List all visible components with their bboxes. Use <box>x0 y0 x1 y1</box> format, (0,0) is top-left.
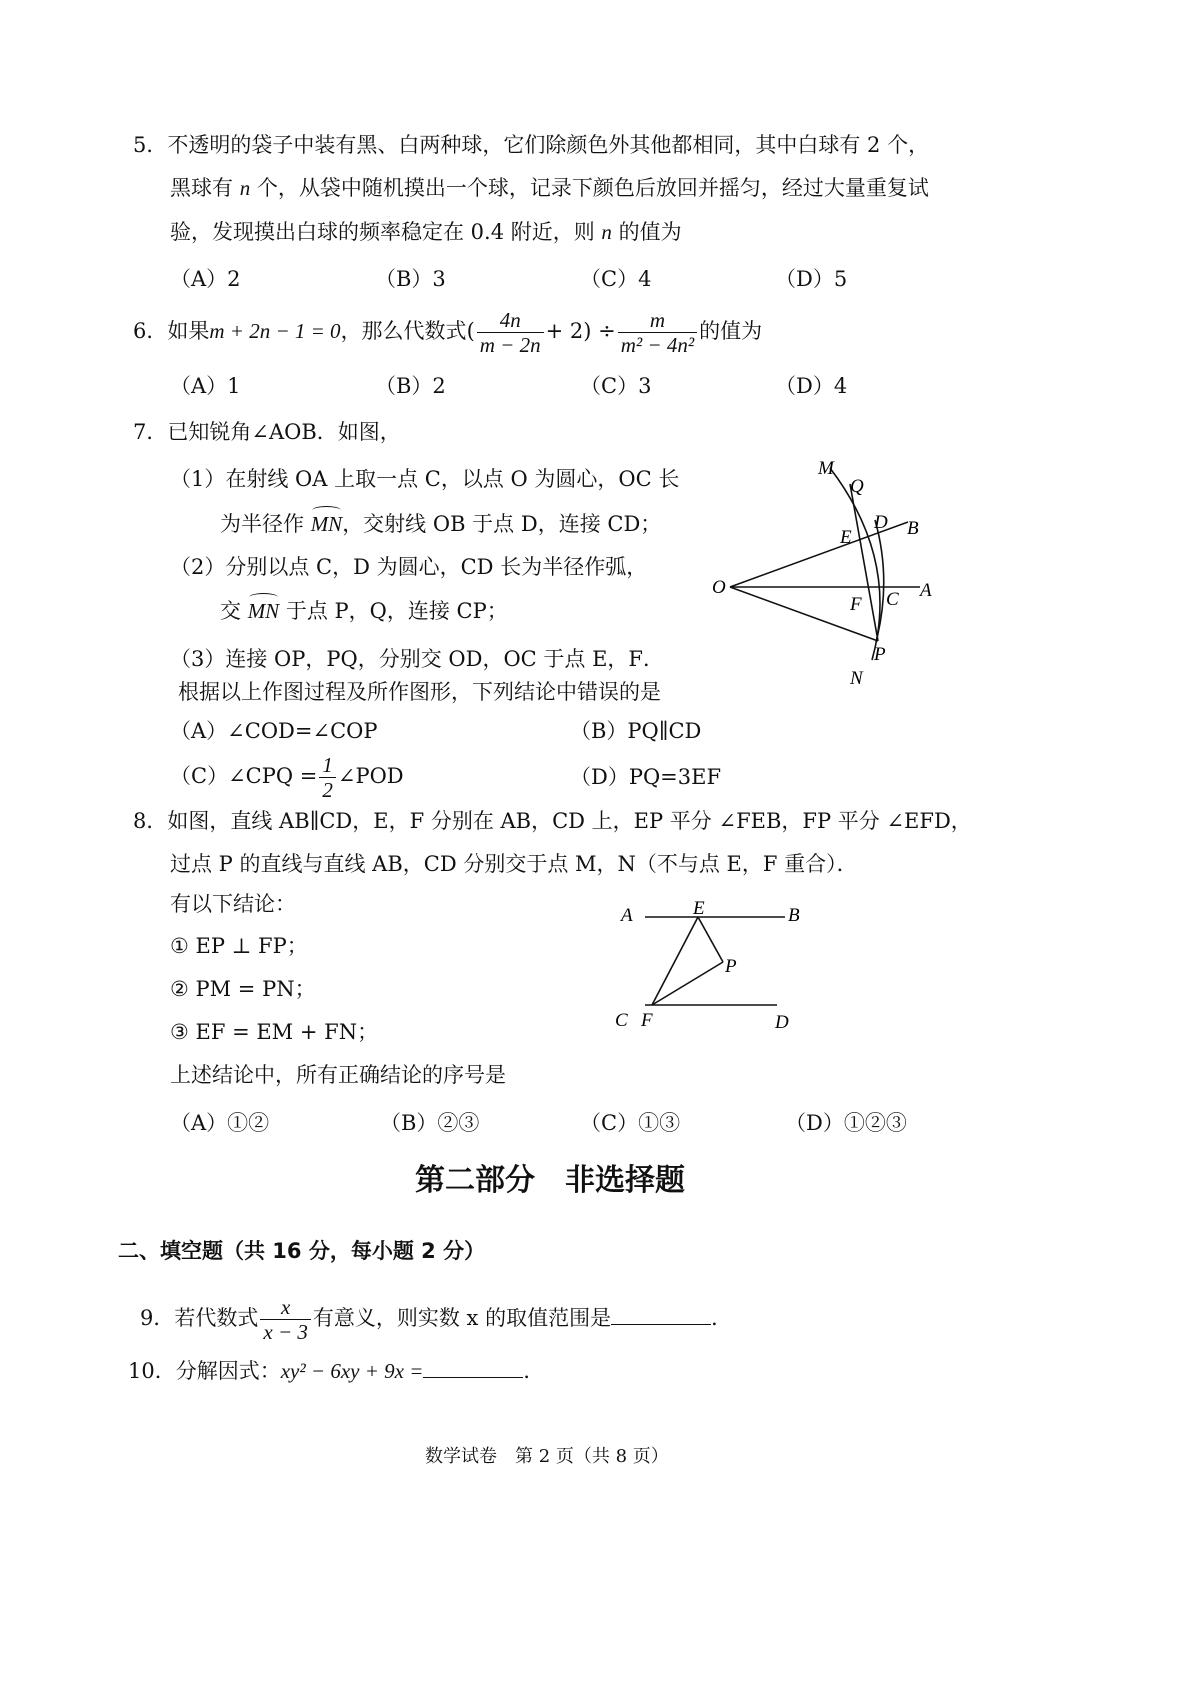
q5-option-c: （C）4 <box>580 267 652 291</box>
q8-conclusion-1: ① EP ⊥ FP； <box>170 934 308 958</box>
q7-option-c: （C）∠CPQ = $\frac{1}{2}$ ∠POD <box>170 753 404 802</box>
label-o: O <box>712 577 726 598</box>
q8-line3: 有以下结论： <box>170 892 296 916</box>
label-e: E <box>693 898 705 919</box>
q5-line1: 5．不透明的袋子中装有黑、白两种球，它们除颜色外其他都相同，其中白球有 2 个， <box>133 133 930 157</box>
label-c: C <box>886 589 899 610</box>
q8-option-d: （D）①②③ <box>785 1111 907 1135</box>
q6-fraction-2: $\frac{m}{\text{m² − 4n²}}$ <box>618 308 697 357</box>
q10-answer-blank[interactable] <box>423 1359 523 1378</box>
q7-step1a: （1）在射线 OA 上取一点 C，以点 O 为圆心，OC 长 <box>170 467 680 491</box>
q7-option-b: （B）PQ∥CD <box>570 719 702 743</box>
q8-option-a: （A）①② <box>170 1111 270 1135</box>
segment-ep <box>698 917 723 962</box>
q6-stem: 6．如果m + 2n − 1 = 0，那么代数式( $\frac{4n}{m - 2n}$ + 2) ÷ $\frac{m}{\text{m² − 4n²}}$ 的值为 <box>133 308 763 357</box>
arc-mn: MN <box>310 512 343 536</box>
q6-option-d: （D）4 <box>775 374 848 398</box>
label-m: M <box>818 458 834 479</box>
q8-conclusion-3: ③ EF = EM + FN； <box>170 1020 379 1044</box>
q6-option-c: （C）3 <box>580 374 652 398</box>
label-q: Q <box>850 476 864 497</box>
q8-option-c: （C）①③ <box>580 1111 681 1135</box>
part2-title: 第二部分 非选择题 <box>415 1163 685 1198</box>
q7-stem: 7．已知锐角∠AOB．如图， <box>133 420 401 444</box>
label-c: C <box>615 1010 628 1031</box>
label-b: B <box>907 518 919 539</box>
q5-line2: 黑球有 n 个，从袋中随机摸出一个球，记录下颜色后放回并摇匀，经过大量重复试 <box>170 176 929 200</box>
q6-fraction-1: $\frac{4n}{m - 2n}$ <box>477 308 544 357</box>
q7-step2b: 交 MN 于点 P，Q，连接 CP； <box>220 599 508 623</box>
q9-stem: 9．若代数式 $\frac{x}{x - 3}$ 有意义，则实数 x 的取值范围是 ． <box>140 1295 733 1344</box>
q8-option-b: （B）②③ <box>380 1111 480 1135</box>
segment-pq <box>850 484 878 641</box>
q7-step1b: 为半径作 MN，交射线 OB 于点 D，连接 CD； <box>220 512 662 536</box>
q8-question: 上述结论中，所有正确结论的序号是 <box>170 1063 506 1087</box>
q8-figure <box>605 890 825 1040</box>
arc-mn: MN <box>247 599 280 623</box>
q9-answer-blank[interactable] <box>611 1306 711 1325</box>
q7-step3: （3）连接 OP，PQ，分别交 OD，OC 于点 E，F． <box>170 647 664 671</box>
label-f: F <box>641 1010 653 1031</box>
q5-option-b: （B）3 <box>375 267 446 291</box>
q8-line2: 过点 P 的直线与直线 AB，CD 分别交于点 M，N（不与点 E，F 重合）． <box>170 852 858 876</box>
q10-stem: 10．分解因式：xy² − 6xy + 9x = ． <box>128 1359 545 1383</box>
q7-step2a: （2）分别以点 C，D 为圆心，CD 长为半径作弧， <box>170 555 648 579</box>
q7-option-a: （A）∠COD=∠COP <box>170 719 378 743</box>
q5-line3: 验，发现摸出白球的频率稳定在 0.4 附近，则 n 的值为 <box>170 220 682 244</box>
q8-line1: 8．如图，直线 AB∥CD，E，F 分别在 AB，CD 上，EP 平分 ∠FEB，FP 平分 ∠EFD， <box>133 809 972 833</box>
label-f: F <box>850 594 862 615</box>
label-p: P <box>874 644 886 665</box>
section2-title: 二、填空题（共 16 分，每小题 2 分） <box>118 1239 486 1263</box>
label-b: B <box>788 905 800 926</box>
label-n: N <box>850 668 863 689</box>
label-p: P <box>725 956 737 977</box>
page-footer: 数学试卷 第 2 页（共 8 页） <box>425 1446 669 1467</box>
label-d: D <box>775 1012 789 1033</box>
label-e: E <box>840 527 852 548</box>
q7-figure <box>700 450 960 700</box>
q8-conclusion-2: ② PM = PN； <box>170 977 316 1001</box>
q6-option-a: （A）1 <box>170 374 241 398</box>
q6-option-b: （B）2 <box>375 374 446 398</box>
label-a: A <box>621 905 633 926</box>
label-d: D <box>874 512 888 533</box>
q7-option-d: （D）PQ=3EF <box>570 765 722 789</box>
label-a: A <box>920 580 932 601</box>
q7-question: 根据以上作图过程及所作图形，下列结论中错误的是 <box>178 680 661 704</box>
q9-fraction: $\frac{x}{x - 3}$ <box>260 1295 311 1344</box>
q5-option-a: （A）2 <box>170 267 241 291</box>
q5-option-d: （D）5 <box>775 267 848 291</box>
